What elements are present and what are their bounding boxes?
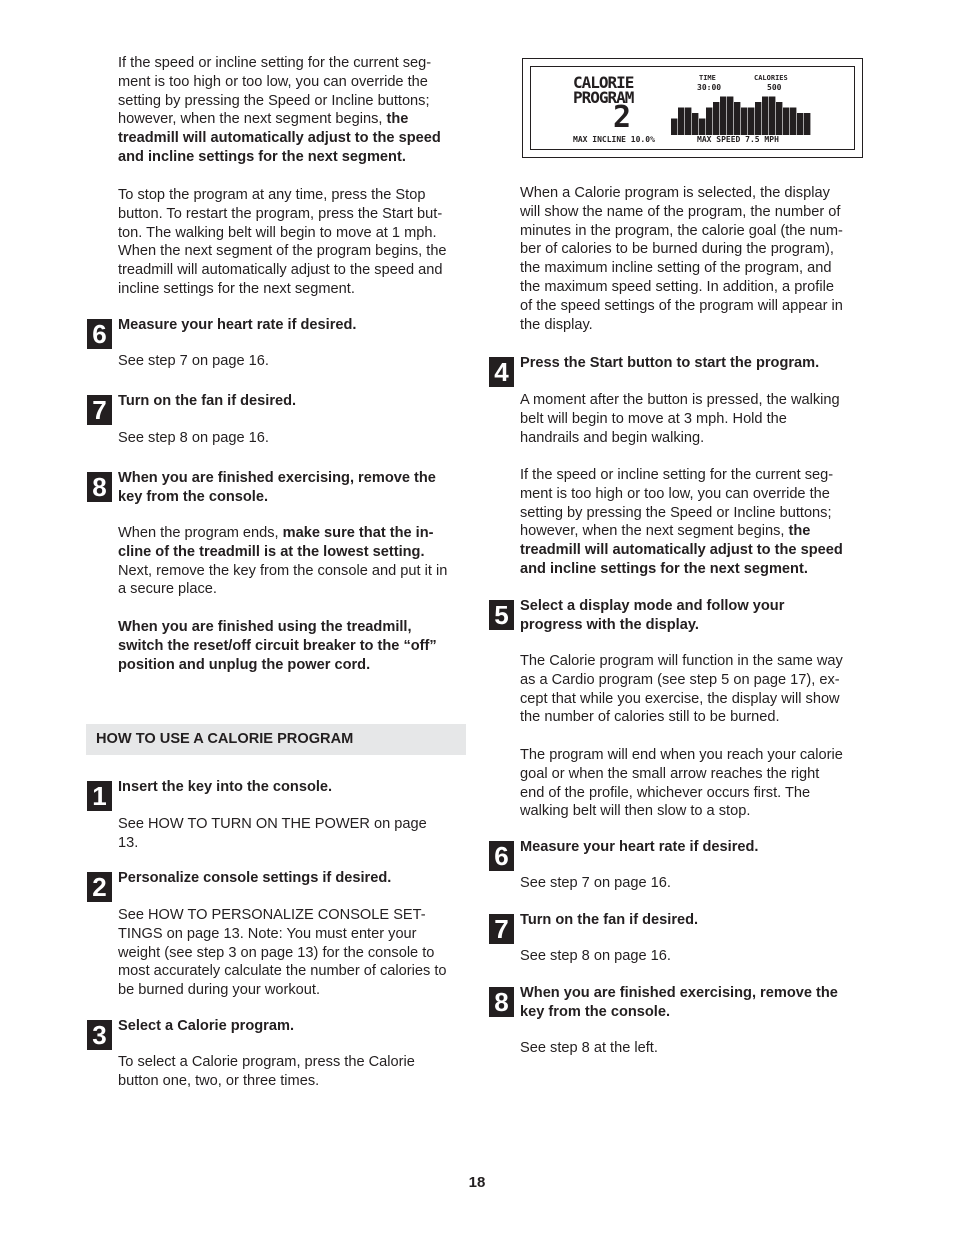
calorie-step-number-3: 3 — [87, 1020, 112, 1050]
step-number-8: 8 — [87, 472, 112, 502]
profile-bar — [706, 108, 712, 136]
profile-bar — [783, 108, 789, 136]
calorie-step-1-heading: Insert the key into the console. — [118, 779, 333, 795]
step-6-heading: Measure your heart rate if desired. — [118, 317, 357, 333]
calorie-step-5-body: The Calorie program will function in the same way as a Cardio program (see step 5 on page 17), ex- cept that while you exercise, the display will show the number of calories still to be burned. — [520, 653, 843, 726]
step-8-heading: When you are finished exercising, remove the key from the console. — [118, 470, 436, 505]
intro-paragraph-2: To stop the program at any time, press the Stop button. To restart the program, press the Start but- ton. The walking belt will begin to move at 1 mph. When the next segment of the program begins, the treadmill will automatically adjust to the speed and incline settings for the next segment. — [118, 187, 447, 297]
profile-bar — [678, 108, 684, 136]
calorie-step-4-body-2: If the speed or incline setting for the current seg- ment is too high or too low, you can override the setting by pressing the Speed or Incline buttons; however, when the next segment begins, the treadmill will automatically adjust to the speed and incline settings for the next segment. — [520, 467, 843, 577]
calorie-step-3-body: To select a Calorie program, press the Calorie button one, two, or three times. — [118, 1054, 415, 1089]
display-time-label: TIME — [699, 74, 716, 82]
calorie-step-number-5: 5 — [489, 600, 514, 630]
calorie-step-number-7: 7 — [489, 914, 514, 944]
calorie-step-7-heading: Turn on the fan if desired. — [520, 912, 699, 928]
step-number-7: 7 — [87, 395, 112, 425]
calorie-step-number-2: 2 — [87, 872, 112, 902]
profile-bar — [699, 119, 705, 136]
profile-bar — [755, 102, 761, 135]
profile-bar — [790, 108, 796, 136]
display-max-speed: MAX SPEED 7.5 MPH — [697, 135, 779, 144]
calorie-step-number-8: 8 — [489, 987, 514, 1017]
step-7-body: See step 8 on page 16. — [118, 430, 269, 446]
console-display-illustration — [522, 58, 863, 158]
calorie-step-7-body: See step 8 on page 16. — [520, 948, 671, 964]
display-program-number: 2 — [613, 100, 632, 135]
speed-profile-graph — [671, 91, 811, 135]
step-7-heading: Turn on the fan if desired. — [118, 393, 297, 409]
display-time-value: 30:00 — [697, 83, 722, 92]
calorie-step-4-body: A moment after the button is pressed, the walking belt will begin to move at 3 mph. Hold the handrails and begin walking. — [520, 392, 840, 446]
calorie-step-number-1: 1 — [87, 781, 112, 811]
calorie-step-2-body: See HOW TO PERSONALIZE CONSOLE SET- TINGS on page 13. Note: You must enter your weight (see step 3 on page 13) for the console to most accurately calculate the number of calories to be burned during your workout. — [118, 907, 447, 999]
profile-bar — [685, 108, 691, 136]
step-number-6: 6 — [87, 319, 112, 349]
profile-bar — [727, 97, 733, 136]
profile-bar — [769, 97, 775, 136]
calorie-step-4-heading: Press the Start button to start the program. — [520, 355, 820, 371]
display-max-incline: MAX INCLINE 10.0% — [573, 135, 655, 144]
intro-paragraph-1: If the speed or incline setting for the current seg- ment is too high or too low, you can override the setting by pressing the Speed or Incline buttons; however, when the next segment begins, the treadmill will automatically adjust to the speed and incline settings for the next segment. — [118, 55, 441, 165]
profile-bar — [776, 102, 782, 135]
calorie-step-3-heading: Select a Calorie program. — [118, 1018, 295, 1034]
profile-bar — [692, 113, 698, 135]
profile-bar — [713, 102, 719, 135]
profile-bar — [741, 108, 747, 136]
calorie-step-2-heading: Personalize console settings if desired. — [118, 870, 392, 886]
power-warning: When you are finished using the treadmill, switch the reset/off circuit breaker to the “off” position and unplug the power cord. — [118, 619, 437, 673]
profile-bar — [671, 119, 677, 136]
profile-bar — [797, 113, 803, 135]
display-title-line-2: PROGRAM — [573, 88, 634, 107]
display-description: When a Calorie program is selected, the display will show the name of the program, the number of minutes in the program, the calorie goal (the num- ber of calories to be burned during the program), the maximum incline setting of the program, and the maximum speed setting. In addition, a profile of the speed settings of the program will appear in the display. — [520, 185, 843, 333]
profile-bar — [748, 108, 754, 136]
calorie-step-6-body: See step 7 on page 16. — [520, 875, 671, 891]
display-calories-value: 500 — [767, 83, 782, 92]
profile-bar — [762, 97, 768, 136]
profile-bar — [804, 113, 810, 135]
display-title-line-1: CALORIE — [573, 73, 634, 92]
calorie-step-5-body-2: The program will end when you reach your calorie goal or when the small arrow reaches the right end of the profile, whichever occurs first. The walking belt will then slow to a stop. — [520, 747, 843, 820]
display-screen — [530, 66, 855, 150]
section-header-bar — [86, 724, 466, 755]
calorie-step-number-6: 6 — [489, 841, 514, 871]
profile-bar — [734, 102, 740, 135]
section-title: HOW TO USE A CALORIE PROGRAM — [96, 731, 354, 747]
calorie-step-8-body: See step 8 at the left. — [520, 1040, 658, 1056]
calorie-step-5-heading: Select a display mode and follow your progress with the display. — [520, 598, 785, 633]
calorie-step-6-heading: Measure your heart rate if desired. — [520, 839, 759, 855]
page-number: 18 — [468, 1174, 486, 1191]
step-6-body: See step 7 on page 16. — [118, 353, 269, 369]
calorie-step-number-4: 4 — [489, 357, 514, 387]
profile-bar — [720, 97, 726, 136]
step-8-body: When the program ends, make sure that the in- cline of the treadmill is at the lowest setting. Next, remove the key from the console and put it in a secure place. — [118, 525, 448, 598]
calorie-step-1-body: See HOW TO TURN ON THE POWER on page 13. — [118, 816, 427, 851]
calorie-step-8-heading: When you are finished exercising, remove the key from the console. — [520, 985, 838, 1020]
display-calories-label: CALORIES — [754, 74, 788, 82]
